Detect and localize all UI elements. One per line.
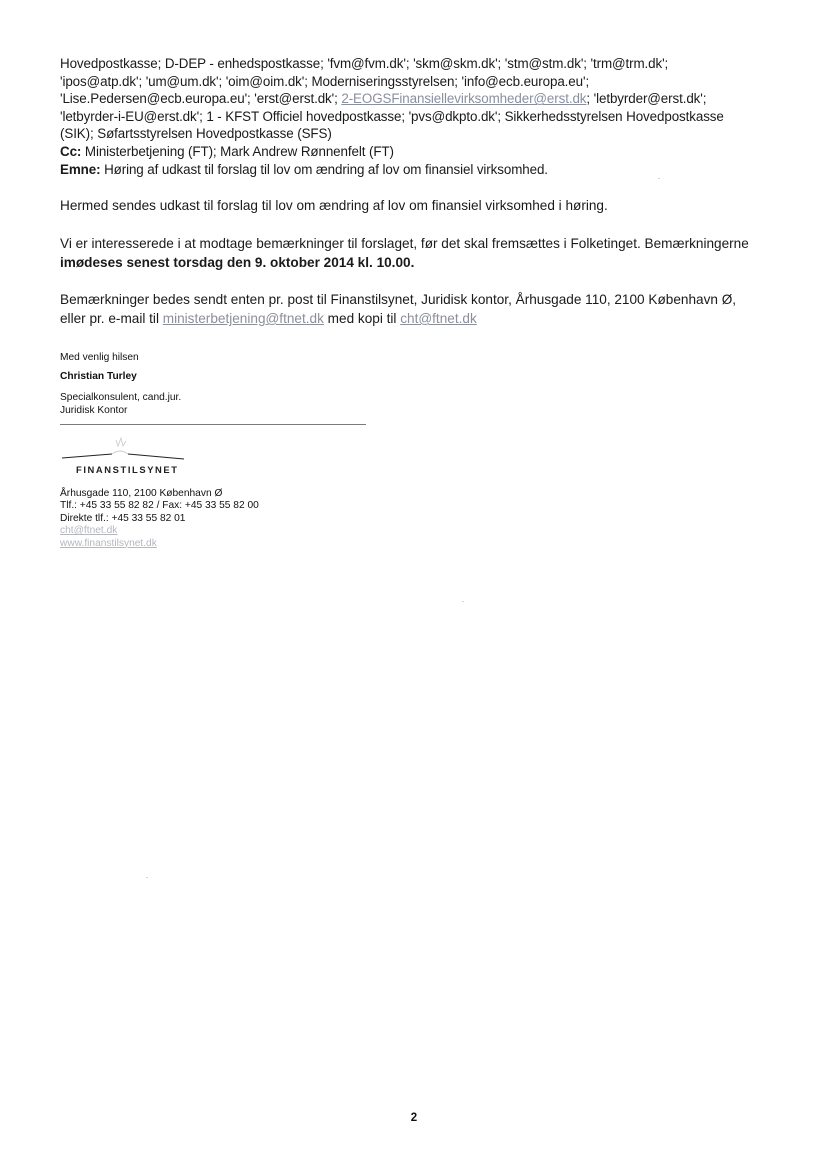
org-email-link[interactable]: cht@ftnet.dk xyxy=(60,525,118,537)
email-header xyxy=(60,55,780,178)
subject-label: Emne: xyxy=(60,161,101,177)
recipients-text: ; 'letbyrder@erst.dk'; xyxy=(586,91,707,107)
recipients-line-4: 'letbyrder-i-EU@erst.dk'; 1 - KFST Officiel hovedpostkasse; 'pvs@dkpto.dk'; Sikkerhedsstyrelsen Hovedpostkasse xyxy=(60,108,724,124)
paragraph-deadline xyxy=(60,234,780,272)
ministerbetjening-email-link[interactable]: ministerbetjening@ftnet.dk xyxy=(162,311,324,326)
org-website-link[interactable]: www.finanstilsynet.dk xyxy=(60,537,157,549)
scan-speck xyxy=(146,877,148,878)
recipients-text: 'Lise.Pedersen@ecb.europa.eu'; 'erst@erst.dk'; xyxy=(60,91,342,107)
org-phone-fax: Tlf.: +45 33 55 82 82 / Fax: +45 33 55 82 00 xyxy=(60,500,259,512)
cht-email-link[interactable]: cht@ftnet.dk xyxy=(400,311,477,326)
deadline-prefix: imødeses xyxy=(60,255,127,270)
paragraph-text: Hermed sendes udkast til forslag til lov om ændring af lov om finansiel virksomhed i høring. xyxy=(60,198,608,213)
signature-title: Specialkonsulent, cand.jur. xyxy=(60,392,182,403)
org-direct-phone: Direkte tlf.: +45 33 55 82 01 xyxy=(60,512,186,524)
recipients-line-1: Hovedpostkasse; D-DEP - enhedspostkasse; 'fvm@fvm.dk'; 'skm@skm.dk'; 'stm@stm.dk'; 'trm@trm.dk'; xyxy=(60,56,669,71)
paragraph-text: Bemærkninger bedes sendt enten pr. post til Finanstilsynet, Juridisk kontor, Århusgade 110, 2100 København Ø, xyxy=(60,292,737,307)
logo-wordmark: FINANSTILSYNET xyxy=(76,464,179,475)
scan-speck xyxy=(658,178,660,179)
paragraph-text: med kopi til xyxy=(323,311,401,326)
signature-greeting: Med venlig hilsen xyxy=(60,352,139,363)
recipients-line-2: 'ipos@atp.dk'; 'um@um.dk'; 'oim@oim.dk'; Moderniseringsstyrelsen; 'info@ecb.europa.eu'; xyxy=(60,73,590,89)
paragraph-text: eller pr. e-mail til xyxy=(60,311,163,326)
paragraph-text: Vi er interesserede i at modtage bemærkninger til forslaget, før det skal fremsættes i Folketinget. Bemærkningerne xyxy=(60,236,749,251)
email-instructions-line xyxy=(60,309,780,328)
signature-department: Juridisk Kontor xyxy=(60,405,128,416)
paragraph-contact xyxy=(60,290,780,328)
scan-speck xyxy=(462,601,464,602)
cc-line xyxy=(60,143,780,161)
deadline-text: senest torsdag den 9. oktober 2014 kl. 10.00. xyxy=(126,255,415,270)
cc-value: Ministerbetjening (FT); Mark Andrew Rønnenfelt (FT) xyxy=(84,143,394,159)
deadline-line xyxy=(60,253,780,272)
signature-block xyxy=(60,351,390,417)
paragraph-intro xyxy=(60,196,780,215)
subject-value: Høring af udkast til forslag til lov om ændring af lov om finansiel virksomhed. xyxy=(104,161,548,177)
erst-email-link[interactable]: 2-EOGSFinansiellevirksomheder@erst.dk xyxy=(341,91,587,107)
recipients-line-5: (SIK); Søfartsstyrelsen Hovedpostkasse (SFS) xyxy=(60,126,332,142)
page-number: 2 xyxy=(410,1112,418,1124)
signature-divider xyxy=(60,424,366,425)
recipients-line-3 xyxy=(60,90,780,108)
organization-contact xyxy=(60,488,320,550)
signature-name: Christian Turley xyxy=(60,371,137,382)
cc-label: Cc: xyxy=(60,143,82,159)
subject-line xyxy=(60,161,780,179)
org-address: Århusgade 110, 2100 København Ø xyxy=(60,488,223,499)
